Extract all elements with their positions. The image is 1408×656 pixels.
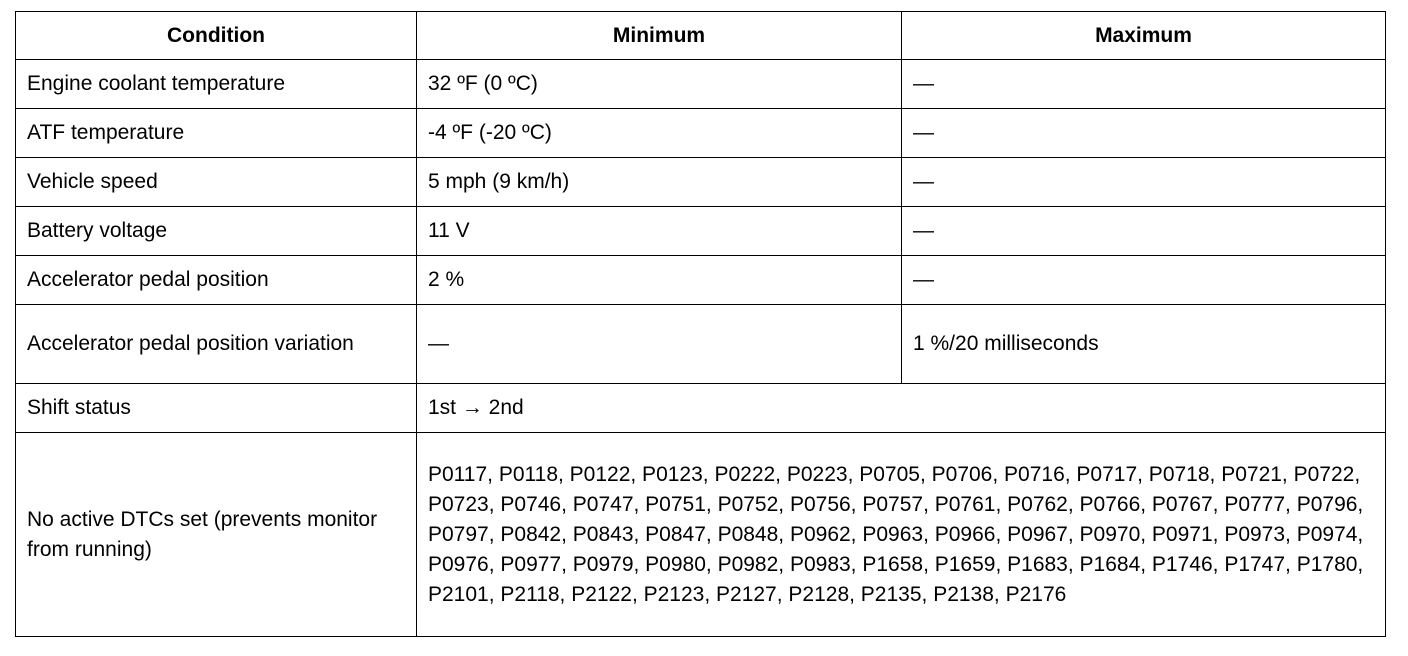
- minimum-cell: 5 mph (9 km/h): [417, 158, 902, 207]
- maximum-cell: 1 %/20 milliseconds: [902, 305, 1386, 384]
- table-row: [16, 60, 1386, 109]
- maximum-cell: —: [902, 109, 1386, 158]
- table-header-row: [16, 12, 1386, 60]
- table-row: [16, 109, 1386, 158]
- condition-cell: Engine coolant temperature: [16, 60, 417, 109]
- header-condition: Condition: [16, 12, 417, 60]
- condition-cell: No active DTCs set (prevents monitor from running): [16, 433, 417, 637]
- minimum-cell: 32 ºF (0 ºC): [417, 60, 902, 109]
- table-row: [16, 256, 1386, 305]
- dtc-list-cell: P0117, P0118, P0122, P0123, P0222, P0223, P0705, P0706, P0716, P0717, P0718, P0721, P0722, P0723, P0746, P0747, P0751, P0752, P0756, P0757, P0761, P0762, P0766, P0767, P0777, P0796, P0797, P0842, P0843, P0847, P0848, P0962, P0963, P0966, P0967, P0970, P0971, P0973, P0974, P0976, P0977, P0979, P0980, P0982, P0983, P1658, P1659, P1683, P1684, P1746, P1747, P1780, P2101, P2118, P2122, P2123, P2127, P2128, P2135, P2138, P2176: [417, 433, 1386, 637]
- table-row: [16, 158, 1386, 207]
- header-maximum: Maximum: [902, 12, 1386, 60]
- shift-status-value-cell: 1st → 2nd: [417, 384, 1386, 433]
- condition-cell: Accelerator pedal position variation: [16, 305, 417, 384]
- minimum-cell: —: [417, 305, 902, 384]
- condition-cell: Accelerator pedal position: [16, 256, 417, 305]
- table-row: [16, 433, 1386, 637]
- maximum-cell: —: [902, 207, 1386, 256]
- condition-cell: Battery voltage: [16, 207, 417, 256]
- table-row: [16, 207, 1386, 256]
- condition-cell: ATF temperature: [16, 109, 417, 158]
- maximum-cell: —: [902, 256, 1386, 305]
- header-minimum: Minimum: [417, 12, 902, 60]
- maximum-cell: —: [902, 60, 1386, 109]
- maximum-cell: —: [902, 158, 1386, 207]
- table-row: [16, 384, 1386, 433]
- conditions-table: [15, 11, 1386, 637]
- condition-cell: Shift status: [16, 384, 417, 433]
- condition-cell: Vehicle speed: [16, 158, 417, 207]
- minimum-cell: -4 ºF (-20 ºC): [417, 109, 902, 158]
- table-row: [16, 305, 1386, 384]
- minimum-cell: 11 V: [417, 207, 902, 256]
- minimum-cell: 2 %: [417, 256, 902, 305]
